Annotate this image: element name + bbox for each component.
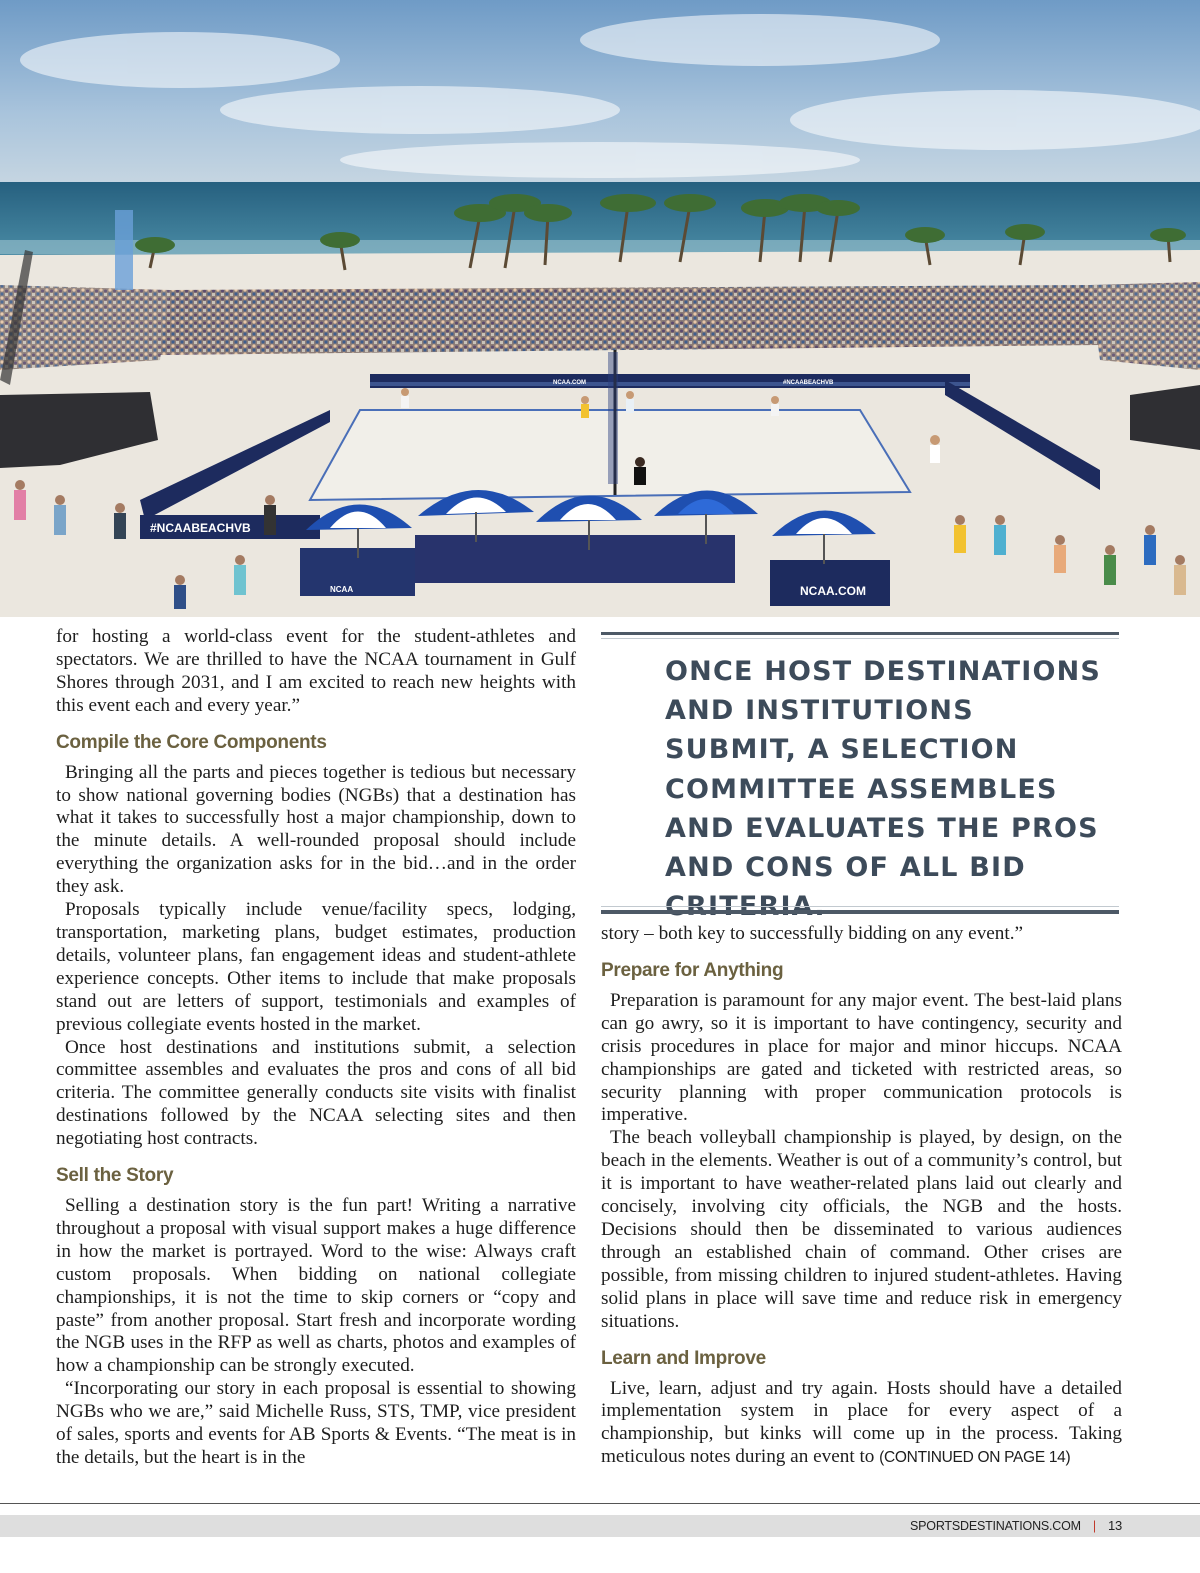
banner-text-1: #NCAABEACHVB [150,521,251,535]
paragraph: Preparation is paramount for any major event. The best-laid plans can go awry, so it is important to have contingency, security and crisis procedures in place for major and minor hiccups. NCAA championships are gated and ticketed with restricted areas, so security planning with proper communication protocols is imperative. [601,989,1122,1126]
footer-rule [0,1503,1200,1504]
crowd-stands-back [160,285,1100,355]
banner-text-5: NCAA [330,585,354,594]
banner-text-3: #NCAABEACHVB [783,380,834,386]
footer-bar [0,1515,1200,1537]
paragraph-text: Live, learn, adjust and try again. Hosts should have a detailed implementation system in place for every aspect of a championship, but kinks will come up in the process. Taking meticulous notes during an event to [601,1377,1122,1468]
pull-quote-rule-top-thin [601,638,1119,639]
pull-quote-text: ONCE HOST DESTINATIONS AND INSTITUTIONS SUBMIT, A SELECTION COMMITTEE ASSEMBLES AND EVALUATES THE PROS AND CONS OF ALL BID [665,656,1102,884]
section-heading: Compile the Core Components [56,731,327,753]
banner-text-4: NCAA.COM [553,380,586,386]
paragraph: “Incorporating our story in each proposal is essential to showing NGBs who we are,” said Michelle Russ, STS, TMP, vice president of sales, sports and events for AB Sports & Events. “The meat is in the details, but the heart is in the [56,1378,576,1468]
beach-volleyball-scene [0,0,1200,617]
right-column [601,923,1122,1470]
paragraph: Proposals typically include venue/facility specs, lodging, transportation, marketing plans, budget estimates, production details, volunteer plans, fan engagement ideas and student-athlete experience concepts. Other items to include that make proposals stand out are letters of support, testimonials and examples of previous collegiate events hosted in the market. [56,899,576,1035]
crowd-stands-left [0,285,170,370]
footer-separator: | [1092,1519,1096,1533]
footer-site: SPORTSDESTINATIONS.COM [910,1519,1081,1533]
left-column [56,626,576,1470]
pull-quote-rule-bottom [601,910,1119,914]
paragraph: story – both key to successfully bidding on any event.” [601,923,1024,944]
paragraph: for hosting a world-class event for the student-athletes and spectators. We are thrilled to have the NCAA tournament in Gulf Shores through 2031, and I am excited to reach new heights with this event each and every year.” [56,626,576,716]
section-heading: Prepare for Anything [601,959,784,981]
section-heading: Sell the Story [56,1165,174,1187]
section-heading: Learn and Improve [601,1347,766,1369]
right-stage [1130,385,1200,450]
pull-quote-rule-top [601,632,1119,635]
footer-text [910,1518,1122,1533]
paragraph: Bringing all the parts and pieces together is tedious but necessary to show national governing bodies (NGBs) that a destination has what it takes to successfully host a major championship, down to the minute details. A well-rounded proposal should include everything the organization asks for in the bid…and in the order they ask. [56,761,576,898]
page-number: 13 [1107,1518,1122,1533]
pull-quote-rule-bottom-thin [601,906,1119,907]
paragraph: Once host destinations and institutions submit, a selection committee assembles and evaluates the pros and cons of all bid criteria. The committee generally conducts site visits with finalist destinations followed by the NCAA selecting sites and then negotiating host contracts. [56,1036,576,1150]
paragraph: Selling a destination story is the fun part! Writing a narrative throughout a proposal with visual support makes a huge difference in how the market is portrayed. Word to the wise: Always craft custom proposals. When bidding on national collegiate championships, it is not the time to skip corners or “copy and paste” from another proposal. Start fresh and incorporate wording the NGB uses in the RFP as well as charts, photos and examples of how a championship can be strongly executed. [56,1195,576,1377]
table-ncaa [770,560,890,606]
banner-text-2: NCAA.COM [800,584,866,598]
hero-photo [0,0,1200,617]
volleyball-net [608,352,618,484]
crowd-stands-right [1090,282,1200,370]
tower [115,210,133,290]
table-2 [415,535,735,583]
pull-quote [601,630,1119,914]
paragraph [601,1378,1122,1471]
paragraph: The beach volleyball championship is played, by design, on the beach in the elements. Weather is out of a community’s control, but it is important to have weather-related plans laid out clearly and concisely, involving city officials, the NGB and the hosts. Decisions should then be disseminated to various audiences through an established chain of command. Other crises are possible, from missing children to injured student-athletes. Having solid plans in place will save time and reduce risk in emergency situations. [601,1127,1122,1332]
continued-note: (CONTINUED ON PAGE 14) [879,1449,1071,1467]
